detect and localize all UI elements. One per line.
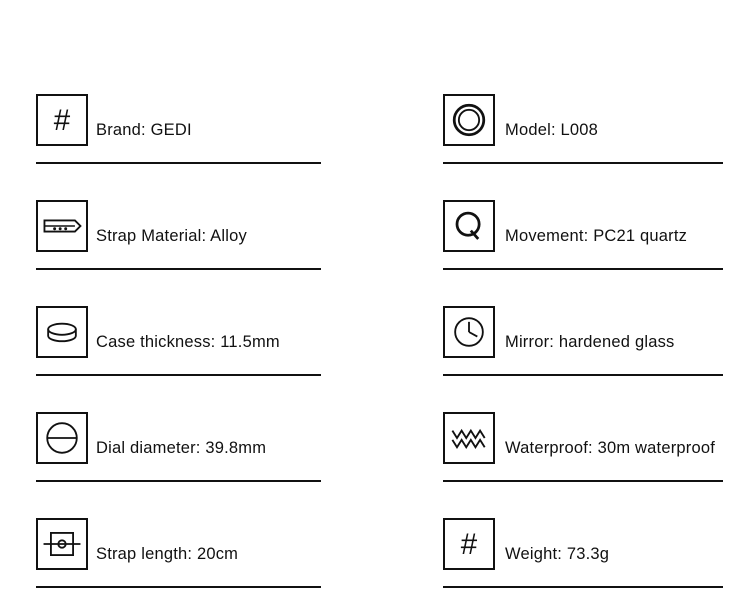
spec-row-case-thickness bbox=[36, 300, 321, 376]
spec-label-brand: Brand: GEDI bbox=[96, 121, 192, 139]
svg-text:#: # bbox=[460, 528, 478, 562]
watch-strap-icon bbox=[36, 200, 88, 252]
spec-row-dial-diameter bbox=[36, 406, 321, 482]
hash-icon bbox=[36, 94, 88, 146]
spec-row-strap-material bbox=[36, 194, 321, 270]
spec-label-case-thickness: Case thickness: 11.5mm bbox=[96, 333, 280, 351]
spec-row-brand bbox=[36, 88, 321, 164]
water-waves-icon bbox=[443, 412, 495, 464]
spec-row-mirror bbox=[443, 300, 723, 376]
spec-label-waterproof: Waterproof: 30m waterproof bbox=[505, 439, 716, 457]
spec-label-model: Model: L008 bbox=[505, 121, 599, 139]
spec-row-strap-length bbox=[36, 512, 321, 588]
spec-label-movement: Movement: PC21 quartz bbox=[505, 227, 688, 245]
spec-label-strap-material: Strap Material: Alloy bbox=[96, 227, 247, 245]
strap-length-icon bbox=[36, 518, 88, 570]
spec-row-model bbox=[443, 88, 723, 164]
spec-row-weight bbox=[443, 512, 723, 588]
clock-face-icon bbox=[443, 306, 495, 358]
quartz-q-icon bbox=[443, 200, 495, 252]
spec-row-waterproof bbox=[443, 406, 723, 482]
spec-label-dial-diameter: Dial diameter: 39.8mm bbox=[96, 439, 267, 457]
case-thickness-icon bbox=[36, 306, 88, 358]
spec-label-weight: Weight: 73.3g bbox=[505, 545, 610, 563]
dial-diameter-icon bbox=[36, 412, 88, 464]
spec-label-mirror: Mirror: hardened glass bbox=[505, 333, 675, 351]
ring-circle-icon bbox=[443, 94, 495, 146]
spec-row-movement bbox=[443, 194, 723, 270]
spec-label-strap-length: Strap length: 20cm bbox=[96, 545, 239, 563]
hash-icon bbox=[443, 518, 495, 570]
svg-text:#: # bbox=[53, 104, 71, 138]
